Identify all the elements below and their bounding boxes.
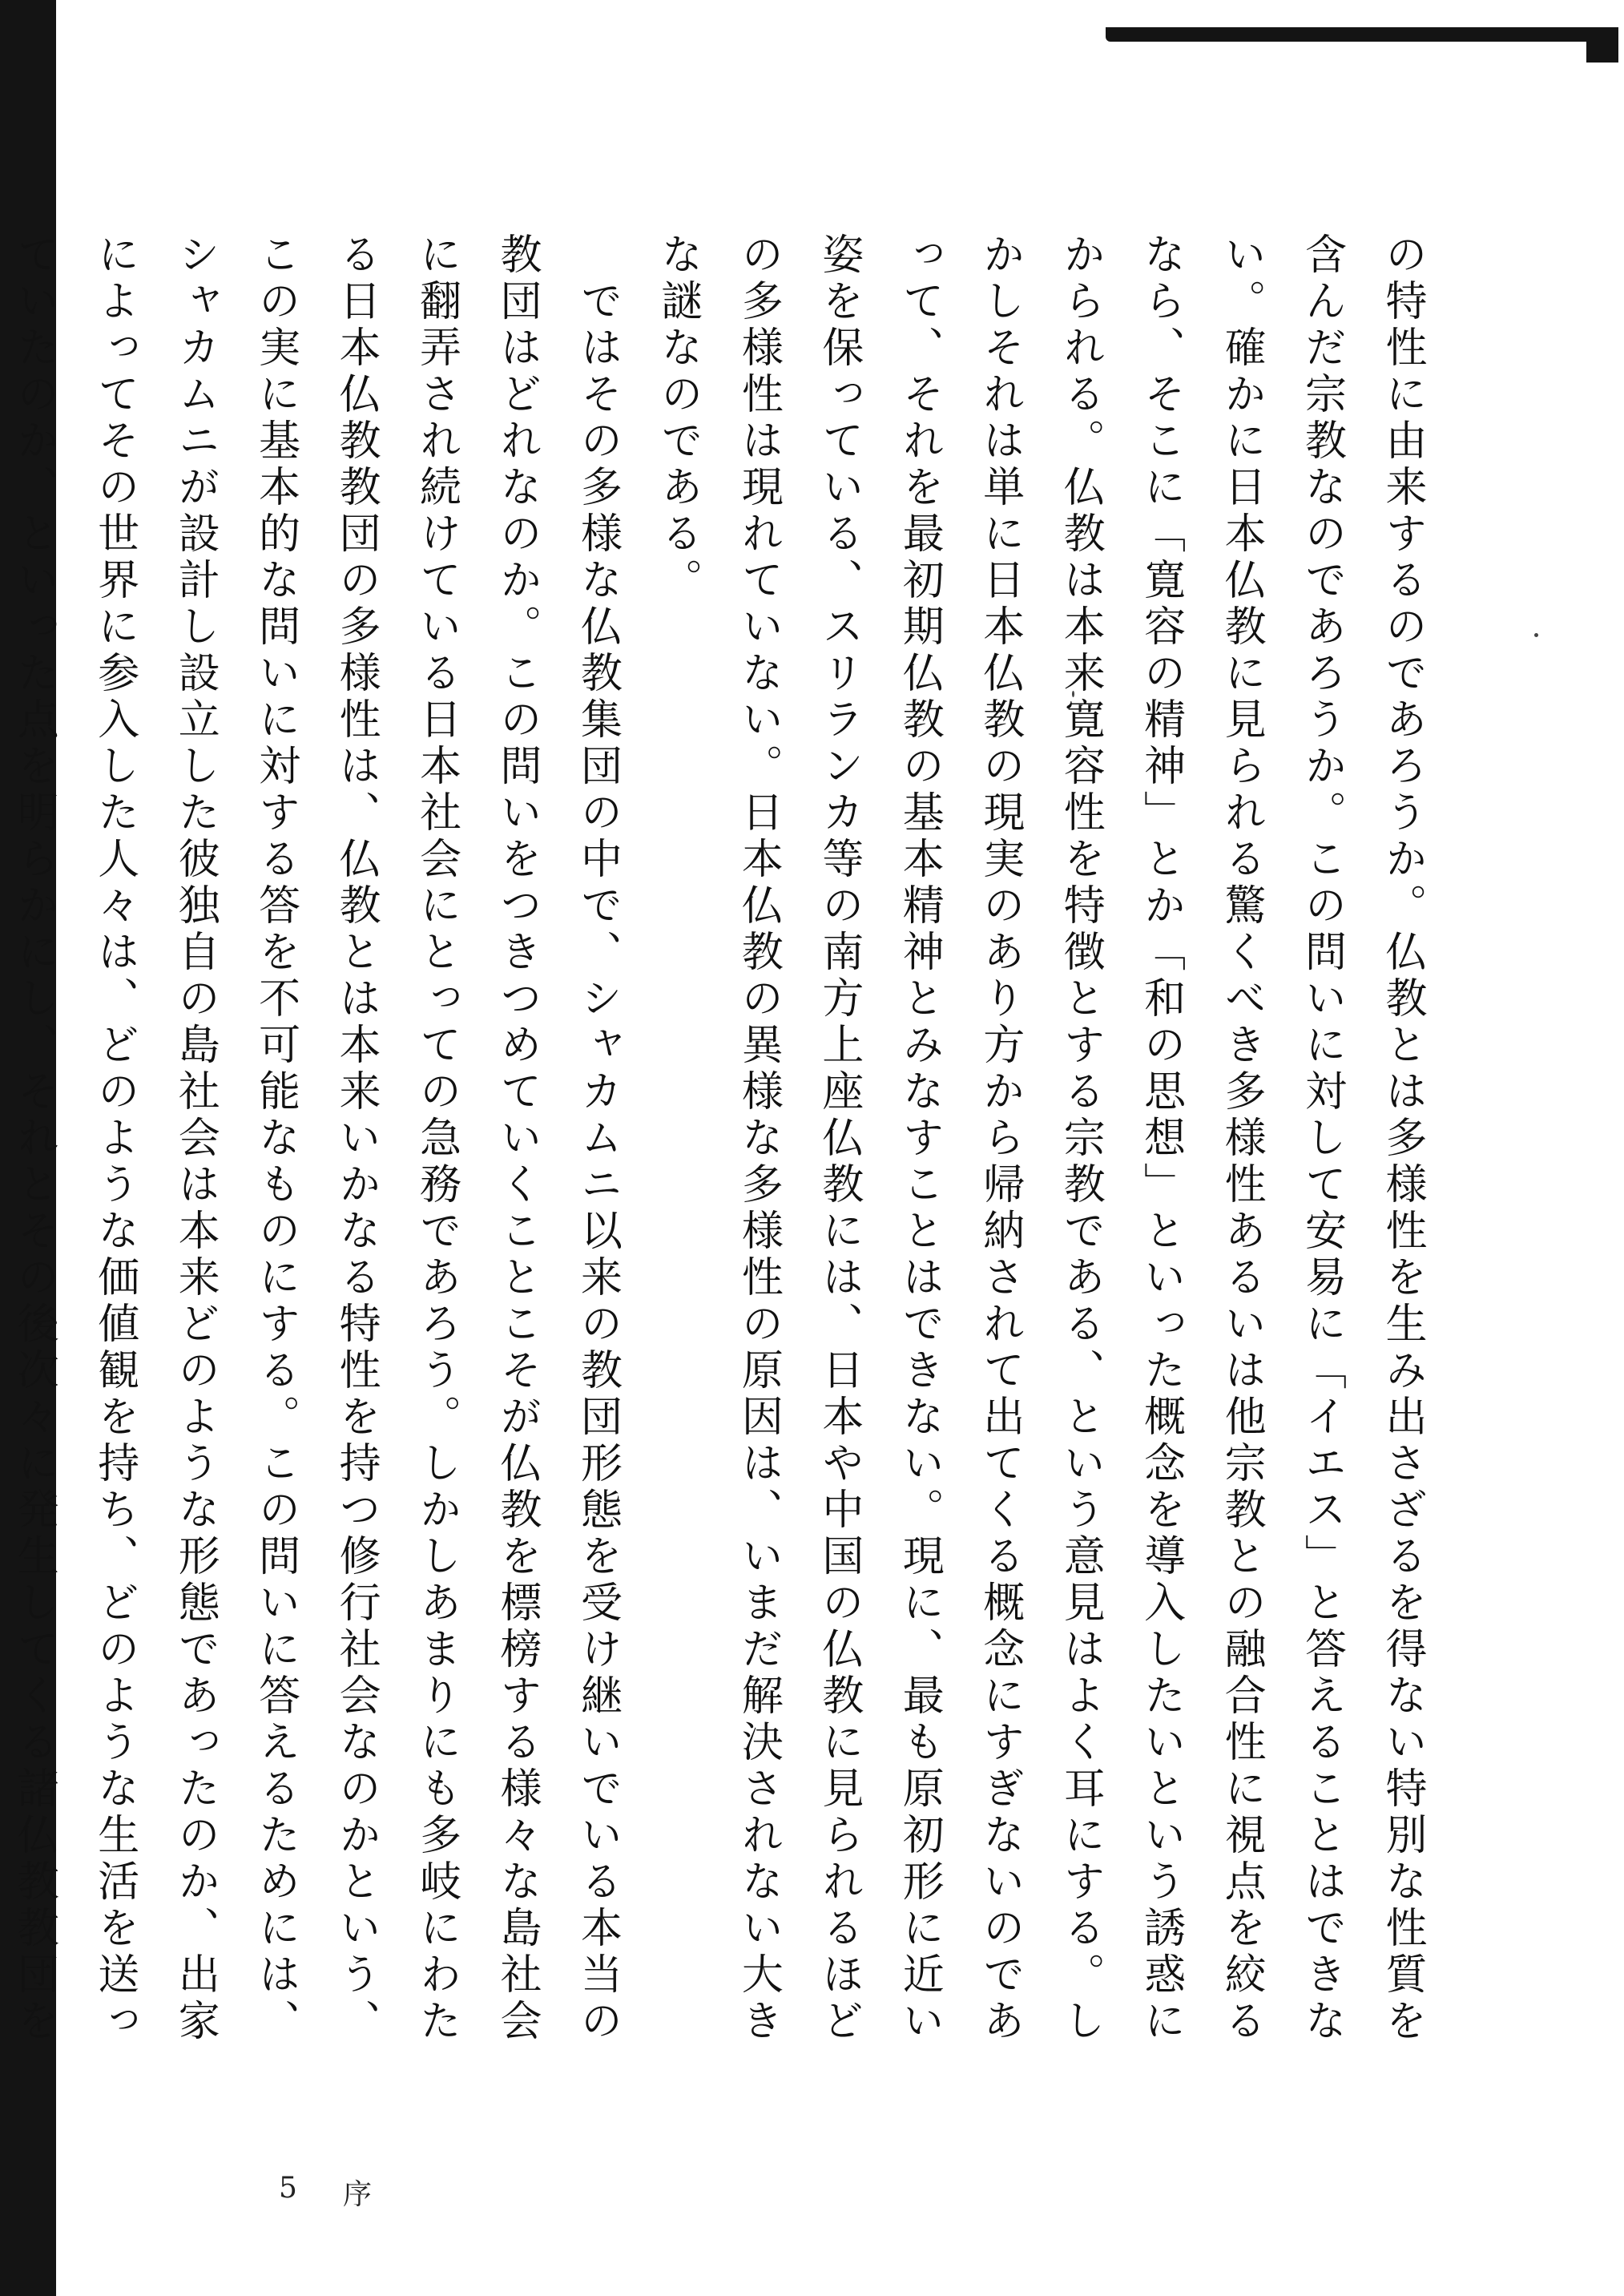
- body-text: [10, 232, 1442, 2068]
- scan-top-edge-mark: [1106, 27, 1618, 42]
- page-number: 5: [279, 2172, 297, 2205]
- paragraph-2: ではその多様な仏教集団の中で、シャカムニ以来の教団形態を受け継いでいる本当の教団はどれなのか。この問いをつきつめていくことこそが仏教を標榜する様々な島社会に翻弄され続けている日本社会にとっての急務であろう。しかしあまりにも多岐にわたる日本仏教教団の多様性は、仏教とは本来いかなる特性を持つ修行社会なのかという、この実に基本的な問いに対する答を不可能なものにする。この問いに答えるためには、シャカムニが設計し設立した彼独自の島社会は本来どのような形態であったのか、出家によってその世界に参入した人々は、どのような価値観を持ち、どのような生活を送っていたのか、といった点を明らかにし、それとその後次々に発生してくる諸仏教教団を: [10, 232, 622, 2045]
- running-head: 序: [343, 2178, 373, 2211]
- scan-speck: [1534, 633, 1538, 637]
- paragraph-1: の特性に由来するのであろうか。仏教とは多様性を生み出さざるを得ない特別な性質を含んだ宗教なのであろうか。この問いに対して安易に「イエス」と答えることはできない。確かに日本仏教に見られる驚くべき多様性あるいは他宗教との融合性に視点を絞るなら、そこに「寛容の精神」とか「和の思想」といった概念を導入したいという誘惑にかられる。仏教は本来寛容性を特徴とする宗教である、という意見はよく耳にする。しかしそれは単に日本仏教の現実のあり方から帰納されて出てくる概念にすぎないのであって、それを最初期仏教の基本精神とみなすことはできない。現に、最も原初形に近い姿を保っている、スリランカ等の南方上座仏教には、日本や中国の仏教に見られるほどの多様性は現れていない。日本仏教の異様な多様性の原因は、いまだ解決されない大きな謎なのである。: [653, 232, 1426, 2045]
